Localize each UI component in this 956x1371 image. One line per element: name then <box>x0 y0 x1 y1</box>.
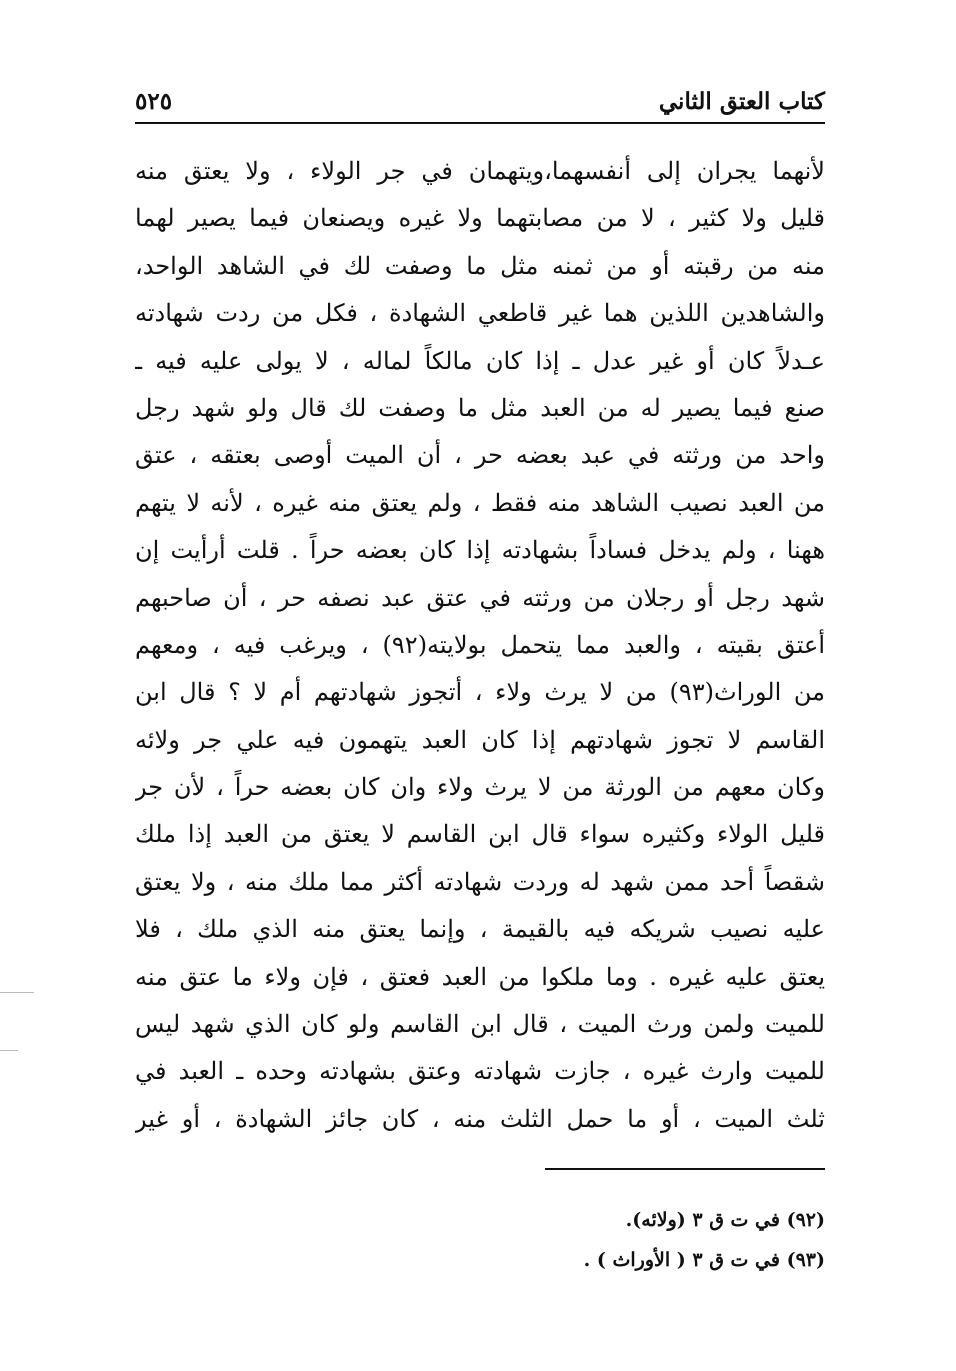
text-line: ههنا ، ولم يدخل فساداً بشهادته إذا كان بعضه حراً . قلت أرأيت إن <box>135 536 825 565</box>
text-line: للميت وارث غيره ، جازت شهادته وعتق بشهادته وحده ـ العبد في <box>135 1057 825 1086</box>
body-text <box>135 148 825 1143</box>
text-line: عليه نصيب شريكه فيه بالقيمة ، وإنما يعتق منه الذي ملك ، فلا <box>135 915 825 944</box>
text-line: منه من رقبته أو من ثمنه مثل ما وصفت لك في الشاهد الواحد، <box>135 251 825 280</box>
text-line: أعتق بقيته ، والعبد مما يتحمل بولايته(٩٢) ، ويرغب فيه ، ومعهم <box>135 630 825 659</box>
text-line: شهد رجل أو رجلان من ورثته في عتق عبد نصفه حر ، أن صاحبهم <box>135 583 825 612</box>
header-rule <box>135 122 825 124</box>
text-line: يعتق عليه غيره . وما ملكوا من العبد فعتق ، فإن ولاء ما عتق منه <box>135 962 825 991</box>
text-line: من الوراث(٩٣) من لا يرث ولاء ، أتجوز شهادتهم أم لا ؟ قال ابن <box>135 678 825 707</box>
text-line: وكان معهم من الورثة من لا يرث ولاء وان كان بعضه حراً ، لأن جر <box>135 773 825 802</box>
footnote-92: (٩٢) في ت ق ٣ (ولائه). <box>625 1209 825 1231</box>
text-line: واحد من ورثته في عبد بعضه حر ، أن الميت أوصى بعتقه ، عتق <box>135 441 825 470</box>
text-line: للميت ولمن ورث الميت ، قال ابن القاسم ولو كان الذي شهد ليس <box>135 1010 825 1039</box>
text-line: لأنهما يجران إلى أنفسهما،ويتهمان في جر الولاء ، ولا يعتق منه <box>135 157 825 185</box>
page-header <box>135 84 825 120</box>
text-line: القاسم لا تجوز شهادتهم إذا كان العبد يتهمون فيه علي جر ولائه <box>135 725 825 754</box>
footnote-rule <box>545 1168 825 1170</box>
scan-edge-mark <box>0 1050 18 1051</box>
page-number: ٥٢٥ <box>135 88 173 115</box>
running-title: كتاب العتق الثاني <box>658 88 825 115</box>
text-line: والشاهدين اللذين هما غير قاطعي الشهادة ، فكل من ردت شهادته <box>135 299 825 328</box>
text-line: صنع فيما يصير له من العبد مثل ما وصفت لك قال ولو شهد رجل <box>135 393 825 422</box>
scan-edge-mark <box>0 992 34 993</box>
footnotes <box>135 1200 825 1280</box>
text-line: قليل الولاء وكثيره سواء قال ابن القاسم لا يعتق من العبد إذا ملك <box>135 820 825 849</box>
text-line: قليل ولا كثير ، لا من مصابتهما ولا غيره ويصنعان فيما يصير لهما <box>135 204 825 233</box>
footnote-93: (٩٣) في ت ق ٣ ( الأوراث ) . <box>583 1249 825 1271</box>
text-line: ثلث الميت ، أو ما حمل الثلث منه ، كان جائز الشهادة ، أو غير <box>135 1104 825 1133</box>
text-line: عـدلاً كان أو غير عدل ـ إذا كان مالكاً لماله ، لا يولى عليه فيه ـ <box>135 346 825 375</box>
text-line: من العبد نصيب الشاهد منه فقط ، ولم يعتق منه غيره ، لأنه لا يتهم <box>135 488 825 517</box>
text-line: شقصاً أحد ممن شهد له وردت شهادته أكثر مما ملك منه ، ولا يعتق <box>135 867 825 896</box>
